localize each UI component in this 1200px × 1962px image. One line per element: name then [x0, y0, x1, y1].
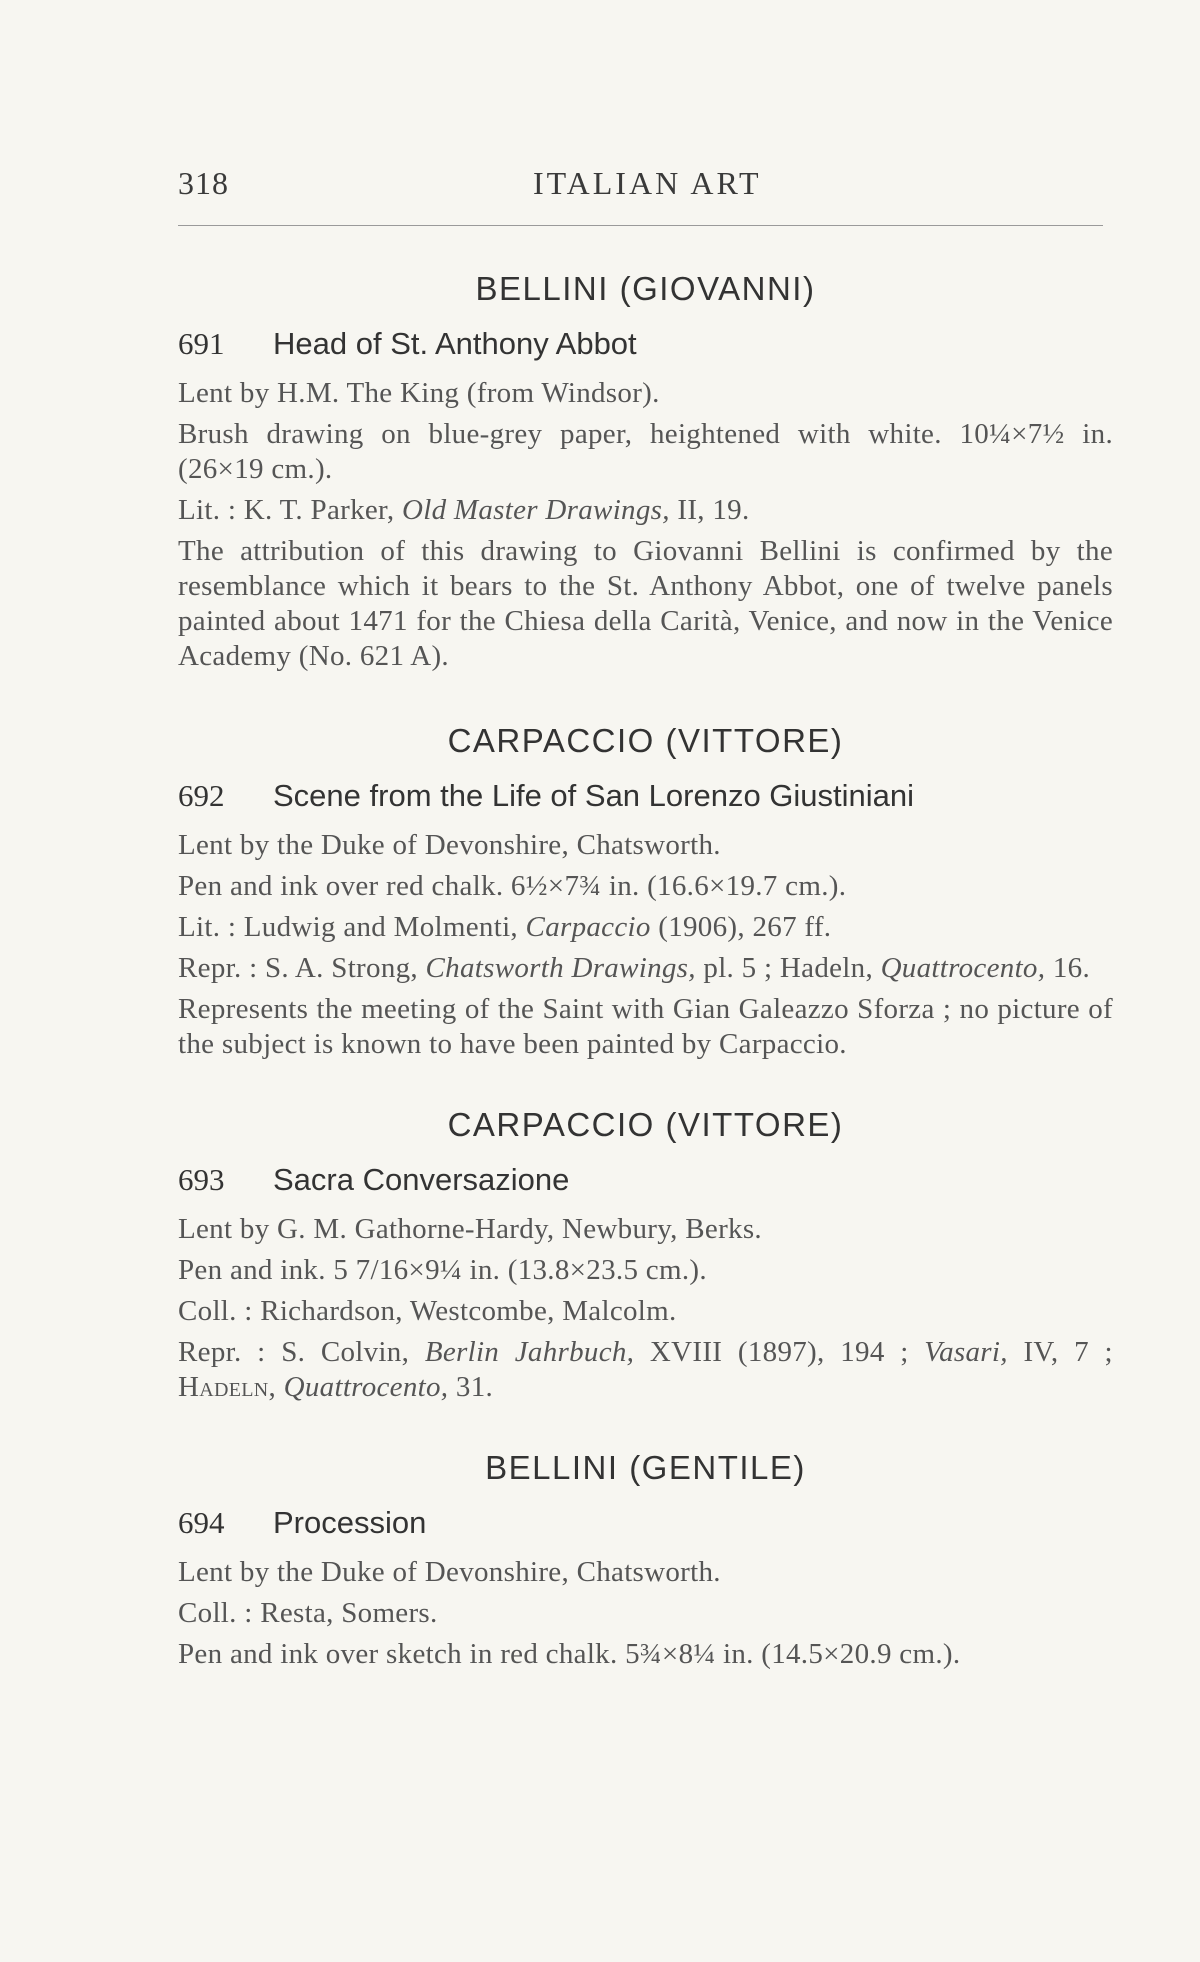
lender-line: Lent by G. M. Gathorne-Hardy, Newbury, Berks. — [178, 1213, 762, 1245]
repr-title-2: Vasari, — [924, 1336, 1008, 1368]
repr-label: Repr. : — [178, 1336, 266, 1368]
coll-value: Richardson, Westcombe, Malcolm. — [260, 1295, 677, 1327]
running-title: ITALIAN ART — [533, 165, 762, 201]
entry-title: Sacra Conversazione — [273, 1162, 570, 1197]
coll-label: Coll. : — [178, 1597, 253, 1629]
header-rule — [178, 225, 1103, 226]
medium-line: Pen and ink over red chalk. 6½×7¾ in. (16.6×19.7 cm.). — [178, 870, 847, 902]
entry-title: Head of St. Anthony Abbot — [273, 326, 637, 361]
artist-heading: BELLINI (GENTILE) — [485, 1449, 806, 1486]
repr-title: Chatsworth Drawings, — [425, 952, 696, 984]
catalogue-section — [178, 722, 1113, 1062]
literature-line — [178, 493, 1113, 528]
lender-line: Lent by the Duke of Devonshire, Chatsworth. — [178, 1556, 721, 1588]
entry-number: 692 — [178, 778, 225, 813]
running-head — [178, 165, 1078, 215]
repr-rest-2: IV, 7 ; Hadeln, — [178, 1336, 1113, 1403]
lender-line: Lent by H.M. The King (from Windsor). — [178, 377, 660, 409]
artist-heading: CARPACCIO (VITTORE) — [447, 722, 844, 759]
repr-rest-2: 16. — [1052, 952, 1090, 984]
coll-label: Coll. : — [178, 1295, 253, 1327]
entry-number: 694 — [178, 1505, 225, 1540]
entry-heading — [178, 1505, 1113, 1541]
entry-title: Procession — [273, 1505, 427, 1540]
repr-rest-3: 31. — [455, 1371, 494, 1403]
medium-line: Brush drawing on blue-grey paper, heightened with white. 10¼×7½ in. (26×19 cm.). — [178, 418, 1113, 485]
collection-line — [178, 1294, 1113, 1329]
lit-title: Carpaccio — [525, 911, 651, 943]
repr-title-3: Quattrocento, — [283, 1371, 449, 1403]
entry-number: 693 — [178, 1162, 225, 1197]
lit-author: K. T. Parker, — [243, 494, 395, 526]
artist-heading: CARPACCIO (VITTORE) — [447, 1106, 844, 1143]
catalogue-section — [178, 1449, 1113, 1672]
reproduction-line — [178, 1335, 1113, 1405]
literature-line — [178, 910, 1113, 945]
repr-label: Repr. : — [178, 952, 258, 984]
collection-line — [178, 1596, 1113, 1631]
lit-label: Lit. : — [178, 494, 237, 526]
note-paragraph: The attribution of this drawing to Giovanni Bellini is confirmed by the resemblance which it bears to the St. Anthony Abbot, one of twelve panels painted about 1471 for the Chiesa della Carità, Venice, and now in the Venice Academy (No. 621 A). — [178, 535, 1113, 672]
lit-rest: II, 19. — [677, 494, 750, 526]
repr-rest: pl. 5 ; Hadeln, — [703, 952, 873, 984]
entry-heading — [178, 778, 1113, 814]
lit-title: Old Master Drawings, — [401, 494, 670, 526]
entry-heading — [178, 1162, 1113, 1198]
entry-title: Scene from the Life of San Lorenzo Giustiniani — [273, 778, 915, 813]
catalogue-content — [178, 270, 1113, 1678]
lit-rest: (1906), 267 ff. — [658, 911, 832, 943]
medium-line: Pen and ink. 5 7/16×9¼ in. (13.8×23.5 cm.). — [178, 1254, 707, 1286]
note-paragraph: Represents the meeting of the Saint with Gian Galeazzo Sforza ; no picture of the subject is known to have been painted by Carpaccio. — [178, 993, 1113, 1060]
entry-heading — [178, 326, 1113, 362]
repr-title: Berlin Jahrbuch, — [424, 1336, 635, 1368]
lit-author: Ludwig and Molmenti, — [243, 911, 518, 943]
repr-author: S. A. Strong, — [265, 952, 418, 984]
reproduction-line — [178, 951, 1113, 986]
medium-line: Pen and ink over sketch in red chalk. 5¾×8¼ in. (14.5×20.9 cm.). — [178, 1638, 961, 1670]
catalogue-section — [178, 270, 1113, 674]
artist-heading: BELLINI (GIOVANNI) — [475, 270, 816, 307]
lit-label: Lit. : — [178, 911, 237, 943]
page-number: 318 — [178, 165, 229, 201]
entry-number: 691 — [178, 326, 225, 361]
lender-line: Lent by the Duke of Devonshire, Chatsworth. — [178, 829, 721, 861]
repr-rest: XVIII (1897), 194 ; — [649, 1336, 909, 1368]
repr-title-2: Quattrocento, — [880, 952, 1046, 984]
coll-value: Resta, Somers. — [260, 1597, 438, 1629]
catalogue-section — [178, 1106, 1113, 1405]
repr-author: S. Colvin, — [281, 1336, 410, 1368]
